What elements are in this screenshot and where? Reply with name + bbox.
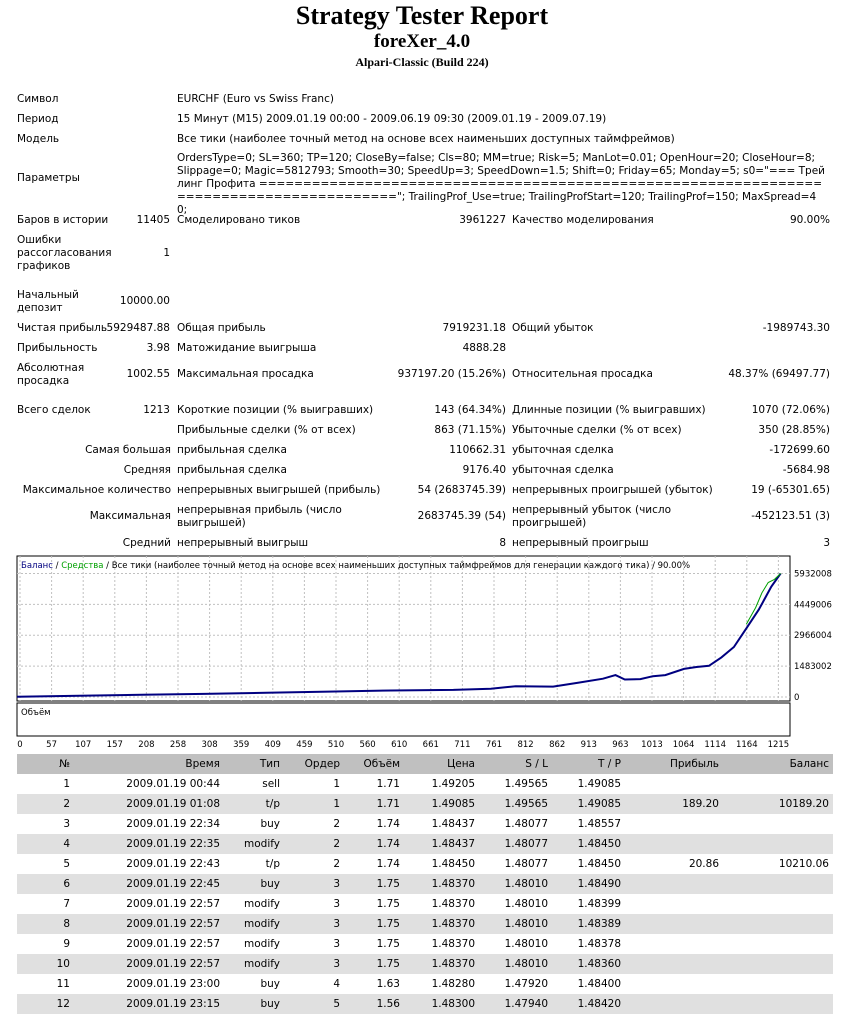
trade-cell: 1	[284, 794, 344, 814]
volume-label: Объём	[21, 708, 51, 718]
trade-cell: buy	[224, 994, 284, 1014]
trade-cell: 1.48437	[431, 818, 475, 830]
x-tick-label: 610	[391, 740, 408, 750]
loss-trades-label: Убыточные сделки (% от всех)	[512, 424, 682, 436]
trade-cell	[625, 954, 723, 974]
profit-trades-value: 863 (71.15%)	[434, 424, 506, 436]
trade-cell: 2009.01.19 23:00	[126, 978, 220, 990]
model-value: Все тики (наиболее точный метод на основе всех наименьших доступных таймфреймов)	[177, 133, 675, 145]
x-tick-label: 761	[485, 740, 503, 750]
trade-cell: 1.48450	[552, 834, 625, 854]
trade-cell: t/p	[265, 858, 280, 870]
x-tick-label: 1064	[672, 740, 695, 750]
short-value: 143 (64.34%)	[434, 404, 506, 416]
largest-label: Самая большая	[85, 444, 171, 456]
trade-cell: 2009.01.19 01:08	[74, 794, 224, 814]
trade-cell: 1.47940	[479, 994, 552, 1014]
trade-cell: 1.49085	[577, 778, 621, 790]
period-label: Период	[17, 113, 59, 125]
trade-cell: 1.75	[376, 898, 400, 910]
largest-profit-label: прибыльная сделка	[177, 444, 287, 456]
trade-cell: 1.48300	[404, 994, 479, 1014]
trade-cell: 2009.01.19 22:43	[126, 858, 220, 870]
trade-cell: 1.71	[376, 778, 400, 790]
avg-loss-value: 3	[823, 537, 830, 549]
model-label: Модель	[17, 133, 60, 145]
rel-dd-value: 48.37% (69497.77)	[728, 368, 830, 380]
trade-cell: 1.48389	[552, 914, 625, 934]
trade-cell: 1.74	[376, 818, 400, 830]
trade-cell: 20.86	[688, 858, 719, 870]
params-label: Параметры	[17, 172, 80, 184]
trade-cell: 12	[17, 994, 74, 1014]
trade-cell	[723, 934, 833, 954]
trade-row	[17, 814, 833, 834]
bars-value: 11405	[136, 214, 170, 226]
symbol-value: EURCHF (Euro vs Swiss Franc)	[177, 93, 334, 105]
max-dd-label: Максимальная просадка	[177, 368, 314, 380]
deposit-label: Начальный депозит	[17, 289, 79, 314]
trade-cell: 2009.01.19 23:15	[74, 994, 224, 1014]
trade-cell: 6	[17, 874, 74, 894]
errors-label: Ошибки рассогласования графиков	[17, 234, 112, 272]
short-label: Короткие позиции (% выигравших)	[177, 404, 374, 416]
trades-header-cell: Время	[74, 754, 224, 774]
trade-cell	[723, 894, 833, 914]
trade-cell: buy	[260, 818, 280, 830]
trade-cell: 1	[63, 778, 70, 790]
params-value: OrdersType=0; SL=360; TP=120; CloseBy=false; Cls=80; MM=true; Risk=5; ManLot=0.01; OpenHour=20; CloseHour=8; Slippage=0; Magic=5812793; Smooth=30; SpeedUp=3; SpeedDown=1.5; Shift=0; Friday=65; Monday=5; s0="=== Трейлинг Профита ========================================================================================="; TrailingProf_Use=true; TrailingProfStart=120; TrailingProf=150; MaxSpread=40;	[177, 152, 825, 216]
x-tick-label: 862	[549, 740, 566, 750]
consec-wins-value: 54 (2683745.39)	[417, 484, 506, 496]
trade-cell: 1.49565	[504, 778, 548, 790]
average-loss-value: -5684.98	[782, 464, 830, 476]
balance-chart	[17, 556, 833, 752]
trade-row	[17, 874, 833, 894]
x-tick-label: 157	[106, 740, 123, 750]
x-tick-label: 913	[580, 740, 597, 750]
chart-y-ticks	[794, 569, 832, 703]
avg-loss-label: непрерывный проигрыш	[512, 537, 649, 549]
gross-loss-value: -1989743.30	[762, 322, 830, 334]
abs-dd-value: 1002.55	[126, 368, 170, 380]
expected-value: 4888.28	[462, 342, 506, 354]
trade-cell	[723, 834, 833, 854]
consec-losses-value: 19 (-65301.65)	[751, 484, 830, 496]
consec-loss-label: непрерывный убыток (число проигрышей)	[512, 504, 672, 529]
trade-cell: 3	[284, 914, 344, 934]
trade-cell: 3	[284, 874, 344, 894]
abs-dd-label: Абсолютная просадка	[17, 362, 85, 387]
x-tick-label: 107	[75, 740, 92, 750]
trade-cell: 1.49565	[479, 794, 552, 814]
trade-cell	[723, 974, 833, 994]
period-value: 15 Минут (M15) 2009.01.19 00:00 - 2009.06.19 09:30 (2009.01.19 - 2009.07.19)	[177, 113, 607, 125]
expected-label: Матожидание выигрыша	[177, 342, 317, 354]
trade-cell: 1.48370	[404, 954, 479, 974]
trade-cell	[625, 834, 723, 854]
trade-cell: modify	[224, 914, 284, 934]
consec-profit-value: 2683745.39 (54)	[417, 510, 506, 522]
trades-header-cell: Цена	[404, 754, 479, 774]
trades-header-cell: T / P	[552, 754, 625, 774]
x-tick-label: 510	[327, 740, 345, 750]
trade-row	[17, 834, 833, 854]
trade-cell: 1.48420	[552, 994, 625, 1014]
long-label: Длинные позиции (% выигравших)	[512, 404, 706, 416]
x-tick-label: 1013	[641, 740, 663, 750]
trade-cell	[723, 874, 833, 894]
trades-header-cell: Ордер	[284, 754, 344, 774]
trade-cell: 4	[333, 978, 340, 990]
errors-value: 1	[163, 247, 170, 259]
y-tick-label: 5932008	[794, 569, 832, 580]
trade-cell	[625, 874, 723, 894]
trade-cell: 1.48077	[479, 834, 552, 854]
pf-value: 3.98	[146, 342, 170, 354]
trade-cell: 3	[333, 938, 340, 950]
balance-chart-svg	[17, 556, 833, 752]
average-label: Средняя	[123, 464, 171, 476]
trade-cell: 1.48370	[404, 914, 479, 934]
trade-cell: 1.48557	[577, 818, 621, 830]
trade-cell: 1.48490	[552, 874, 625, 894]
trade-row	[17, 854, 833, 874]
gross-profit-label: Общая прибыль	[177, 322, 266, 334]
trade-cell	[723, 994, 833, 1014]
trade-row	[17, 914, 833, 934]
trade-cell	[625, 774, 723, 794]
net-value: 5929487.88	[106, 322, 170, 334]
trade-cell: 1.74	[344, 834, 404, 854]
trade-cell	[625, 914, 723, 934]
trade-cell	[723, 814, 833, 834]
trade-cell: 1.47920	[504, 978, 548, 990]
trade-cell: 1.48399	[577, 898, 621, 910]
trade-cell: 1.49085	[404, 794, 479, 814]
trade-cell: 2009.01.19 00:44	[126, 778, 220, 790]
x-tick-label: 208	[138, 740, 155, 750]
trades-table	[17, 754, 833, 1014]
trade-cell: 2	[333, 818, 340, 830]
trade-cell: t/p	[224, 794, 284, 814]
x-tick-label: 258	[169, 740, 187, 750]
trade-cell	[625, 814, 723, 834]
gross-loss-label: Общий убыток	[512, 322, 594, 334]
trade-cell: 1.48370	[404, 874, 479, 894]
consec-wins-label: непрерывных выигрышей (прибыль)	[177, 484, 381, 496]
trades-header-cell: №	[17, 754, 74, 774]
loss-trades-value: 350 (28.85%)	[758, 424, 830, 436]
build-info: Alpari-Classic (Build 224)	[355, 55, 489, 69]
profit-trades-label: Прибыльные сделки (% от всех)	[177, 424, 356, 436]
trade-cell: 2009.01.19 22:45	[74, 874, 224, 894]
trade-cell: 11	[56, 978, 70, 990]
trade-cell: modify	[224, 954, 284, 974]
deposit-value: 10000.00	[119, 295, 170, 307]
trade-cell	[625, 974, 723, 994]
trade-row	[17, 894, 833, 914]
trade-cell: 1.75	[344, 874, 404, 894]
x-tick-label: 57	[46, 740, 58, 750]
largest-profit-value: 110662.31	[449, 444, 506, 456]
maximal-label: Максимальная	[89, 510, 171, 522]
x-tick-label: 308	[201, 740, 218, 750]
max-dd-value: 937197.20 (15.26%)	[397, 368, 506, 380]
x-tick-label: 1114	[704, 740, 727, 750]
ticks-value: 3961227	[459, 214, 506, 226]
maxcount-label: Максимальное количество	[22, 484, 171, 496]
consec-profit-label: непрерывная прибыль (число выигрышей)	[177, 504, 342, 529]
trade-cell: modify	[244, 898, 280, 910]
trade-cell: buy	[224, 874, 284, 894]
trade-cell: 1.48370	[431, 938, 475, 950]
trade-cell: modify	[244, 938, 280, 950]
trade-cell: modify	[224, 834, 284, 854]
trade-cell: buy	[260, 978, 280, 990]
trade-cell: 5	[284, 994, 344, 1014]
ticks-label: Смоделировано тиков	[177, 214, 301, 226]
trade-cell: 1.75	[344, 914, 404, 934]
long-value: 1070 (72.06%)	[751, 404, 830, 416]
trades-header-row	[17, 754, 833, 774]
x-tick-label: 1164	[735, 740, 758, 750]
trade-cell: 10	[17, 954, 74, 974]
x-tick-label: 711	[454, 740, 471, 750]
quality-value: 90.00%	[789, 214, 830, 226]
trade-cell: 2	[17, 794, 74, 814]
trade-cell: 3	[333, 898, 340, 910]
report-title: Strategy Tester Report	[295, 1, 549, 30]
trade-cell	[723, 914, 833, 934]
trade-cell: 189.20	[625, 794, 723, 814]
trade-cell: 1	[333, 778, 340, 790]
trade-cell: 2009.01.19 22:57	[74, 954, 224, 974]
trade-cell: 2009.01.19 22:35	[74, 834, 224, 854]
trade-cell: 1.48400	[577, 978, 621, 990]
largest-loss-label: убыточная сделка	[512, 444, 614, 456]
trade-cell	[625, 894, 723, 914]
trades-header-cell: Прибыль	[625, 754, 723, 774]
trade-cell: 7	[63, 898, 70, 910]
volume-panel	[17, 703, 790, 736]
report-subtitle: foreXer_4.0	[373, 31, 471, 52]
y-tick-label: 0	[794, 693, 800, 703]
trade-cell: 1.71	[344, 794, 404, 814]
trade-row	[17, 794, 833, 814]
trade-cell	[723, 774, 833, 794]
consec-loss-value: -452123.51 (3)	[751, 510, 830, 522]
trade-cell: 1.48450	[577, 858, 621, 870]
y-tick-label: 1483002	[794, 662, 832, 673]
trade-cell: 1.48010	[479, 954, 552, 974]
trade-cell: 10210.06	[778, 858, 829, 870]
trade-cell: 1.48370	[431, 898, 475, 910]
trade-cell: 2009.01.19 22:57	[74, 914, 224, 934]
trades-header-cell: Баланс	[723, 754, 833, 774]
legend-equity: Средства	[61, 561, 104, 571]
x-tick-label: 963	[612, 740, 629, 750]
trade-cell: 1.48437	[404, 834, 479, 854]
quality-label: Качество моделирования	[512, 214, 654, 226]
average-profit-value: 9176.40	[462, 464, 506, 476]
trade-cell: 4	[17, 834, 74, 854]
trade-cell: 1.49085	[552, 794, 625, 814]
legend-description: / Все тики (наиболее точный метод на основе всех наименьших доступных таймфреймов для генерации каждого тика) / 90.00%	[103, 561, 691, 571]
trade-row	[17, 994, 833, 1014]
avg-win-label: непрерывный выигрыш	[177, 537, 309, 549]
average-profit-label: прибыльная сделка	[177, 464, 287, 476]
chart-x-ticks	[17, 740, 789, 750]
rel-dd-label: Относительная просадка	[512, 368, 653, 380]
trades-body	[17, 774, 833, 1014]
x-tick-label: 409	[264, 740, 281, 750]
symbol-label: Символ	[17, 93, 59, 105]
x-tick-label: 459	[296, 740, 313, 750]
gross-profit-value: 7919231.18	[442, 322, 506, 334]
x-tick-label: 0	[17, 740, 23, 750]
total-value: 1213	[143, 404, 170, 416]
trade-cell: 1.48360	[552, 954, 625, 974]
trade-cell: 2009.01.19 22:34	[126, 818, 220, 830]
chart-plot-area	[17, 556, 790, 701]
trade-cell: 3	[284, 954, 344, 974]
trade-cell: 5	[63, 858, 70, 870]
consec-losses-label: непрерывных проигрышей (убыток)	[512, 484, 713, 496]
trade-cell: 1.63	[376, 978, 400, 990]
trade-row	[17, 774, 833, 794]
trade-cell: 1.48450	[431, 858, 475, 870]
legend-balance: Баланс	[21, 561, 53, 571]
x-tick-label: 661	[422, 740, 439, 750]
pf-label: Прибыльность	[17, 342, 98, 354]
largest-loss-value: -172699.60	[769, 444, 830, 456]
trade-cell: 1.48010	[504, 938, 548, 950]
y-tick-label: 4449006	[794, 600, 832, 611]
trade-cell: 1.74	[376, 858, 400, 870]
trade-cell: 9	[63, 938, 70, 950]
trade-cell	[625, 934, 723, 954]
trade-cell: 8	[17, 914, 74, 934]
trade-cell: 1.48010	[504, 898, 548, 910]
trade-cell: 1.48010	[479, 914, 552, 934]
trades-header-cell: Тип	[224, 754, 284, 774]
trade-row	[17, 934, 833, 954]
trade-cell	[723, 954, 833, 974]
trade-cell: 1.48077	[504, 818, 548, 830]
x-tick-label: 1215	[767, 740, 790, 750]
trade-cell: 1.48010	[479, 874, 552, 894]
trade-cell: 2009.01.19 22:57	[126, 898, 220, 910]
trade-cell: 1.48280	[431, 978, 475, 990]
trade-cell: sell	[262, 778, 280, 790]
total-label: Всего сделок	[17, 404, 91, 416]
chart-legend	[21, 561, 690, 571]
avg-label: Средний	[122, 537, 171, 549]
y-tick-label: 2966004	[794, 631, 832, 642]
avg-win-value: 8	[499, 537, 506, 549]
trades-header-cell: Объём	[344, 754, 404, 774]
trade-cell: 2009.01.19 22:57	[126, 938, 220, 950]
legend-separator: /	[52, 561, 62, 571]
trade-cell: 1.49205	[431, 778, 475, 790]
average-loss-label: убыточная сделка	[512, 464, 614, 476]
trade-cell: 2	[333, 858, 340, 870]
trade-cell: 10189.20	[723, 794, 833, 814]
trade-row	[17, 954, 833, 974]
trade-cell: 1.75	[344, 954, 404, 974]
trade-row	[17, 974, 833, 994]
trade-cell: 1.48378	[577, 938, 621, 950]
x-tick-label: 560	[359, 740, 376, 750]
trade-cell: 2	[284, 834, 344, 854]
x-tick-label: 359	[233, 740, 250, 750]
net-label: Чистая прибыль	[17, 322, 108, 334]
trade-cell: 1.56	[344, 994, 404, 1014]
trade-cell: 1.48077	[504, 858, 548, 870]
x-tick-label: 812	[517, 740, 534, 750]
trade-cell: 3	[63, 818, 70, 830]
trades-header-cell: S / L	[479, 754, 552, 774]
trade-cell: 1.75	[376, 938, 400, 950]
bars-label: Баров в истории	[17, 214, 109, 226]
trade-cell	[625, 994, 723, 1014]
